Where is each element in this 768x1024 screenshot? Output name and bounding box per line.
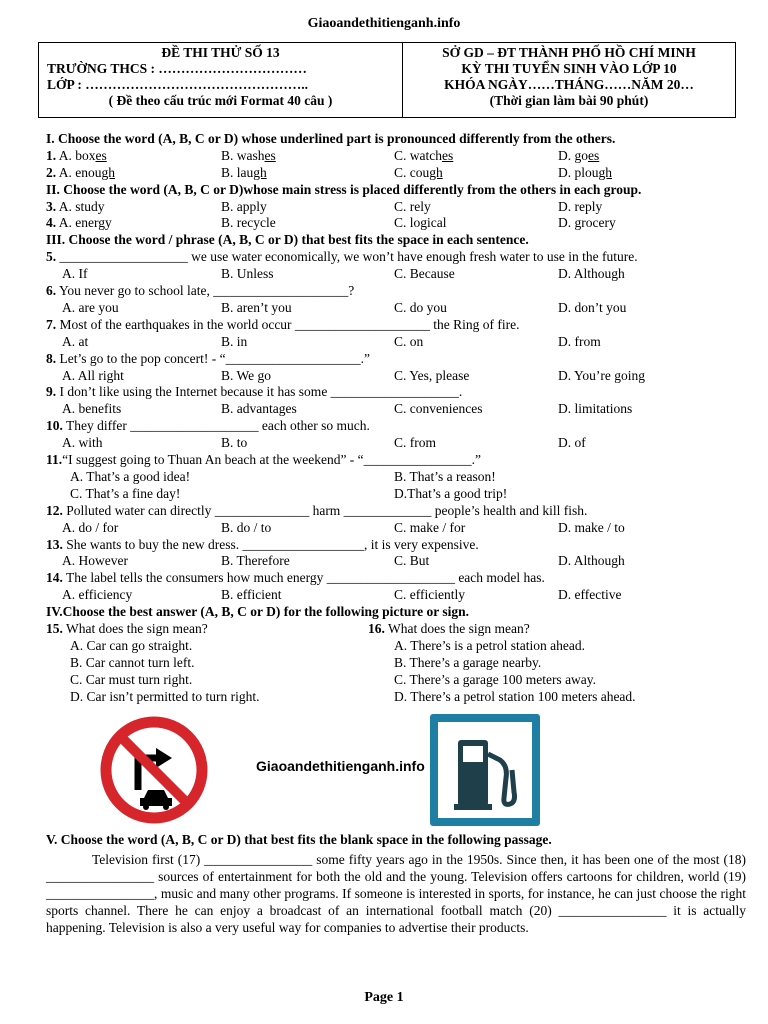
exam-content <box>46 131 746 937</box>
site-title: Giaoandethitienganh.info <box>307 16 461 31</box>
option-b: B. That’s a reason! <box>394 468 496 484</box>
question-4 <box>46 215 746 232</box>
question-13-options <box>46 553 746 570</box>
question-12-options <box>46 520 746 537</box>
option-b: B. There’s a garage nearby. <box>394 654 542 670</box>
question-text: “I suggest going to Thuan An beach at the weekend” - “________________.” <box>62 452 482 468</box>
question-text: The label tells the consumers how much energy ___________________ each model has. <box>66 570 545 586</box>
section-4-heading: IV.Choose the best answer (A, B, C or D) for the following picture or sign. <box>46 604 470 620</box>
option-a: A. If <box>62 266 88 282</box>
option-d: D. plough <box>558 164 612 180</box>
section-2-heading: II. Choose the word (A, B, C or D)whose main stress is placed differently from the others in each group. <box>46 181 642 197</box>
questions-15-16-option-d <box>46 689 746 706</box>
option-d: D. Although <box>558 553 625 569</box>
option-c: C. Because <box>394 266 455 282</box>
question-11-stem <box>46 452 746 469</box>
option-c: C. Yes, please <box>394 367 470 383</box>
question-8-stem <box>46 351 746 368</box>
header-right <box>403 43 735 117</box>
question-text: Most of the earthquakes in the world occur ____________________ the Ring of fire. <box>59 316 520 332</box>
option-a: A. benefits <box>62 401 122 417</box>
question-text: She wants to buy the new dress. __________________, it is very expensive. <box>66 536 479 552</box>
option-b: B. recycle <box>221 215 276 231</box>
question-number: 2. <box>46 164 57 180</box>
question-number: 1. <box>46 147 57 163</box>
question-3 <box>46 199 746 216</box>
option-a: A. do / for <box>62 519 119 535</box>
question-7-options <box>46 334 746 351</box>
option-c: C. conveniences <box>394 401 483 417</box>
reading-passage <box>46 852 746 937</box>
question-number: 8. <box>46 350 57 366</box>
option-a: A. enough <box>58 164 116 180</box>
question-9-stem <box>46 384 746 401</box>
option-d: D. There’s a petrol station 100 meters ahead. <box>394 688 636 704</box>
questions-15-16-option-a <box>46 638 746 655</box>
no-right-turn-sign-icon <box>80 714 230 826</box>
option-d: D. You’re going <box>558 367 646 383</box>
option-a: A. There’s is a petrol station ahead. <box>394 637 585 653</box>
option-c: C. efficiently <box>394 587 465 603</box>
option-c: C. make / for <box>394 519 466 535</box>
option-b: B. We go <box>221 367 272 383</box>
option-c: C. That’s a fine day! <box>70 485 181 501</box>
time-limit-line: (Thời gian làm bài 90 phút) <box>489 93 649 108</box>
question-11-options-1 <box>46 469 746 486</box>
section-3-heading: III. Choose the word / phrase (A, B, C or D) that best fits the space in each sentence. <box>46 232 529 248</box>
option-d: D. goes <box>558 147 600 163</box>
question-number: 11. <box>46 452 63 468</box>
option-b: B. Car cannot turn left. <box>70 654 195 670</box>
option-d: D. limitations <box>558 401 633 417</box>
option-a: A. boxes <box>58 147 107 163</box>
option-d: D. grocery <box>558 215 616 231</box>
question-text: I don’t like using the Internet because it has some ___________________. <box>59 384 463 400</box>
exam-date-line: KHÓA NGÀY……THÁNG……NĂM 20… <box>444 77 694 92</box>
page-number: Page 1 <box>364 990 404 1005</box>
question-10-options <box>46 435 746 452</box>
option-d: D. reply <box>558 198 603 214</box>
question-16-stem <box>368 621 530 638</box>
question-11-options-2 <box>46 486 746 503</box>
question-14-options <box>46 587 746 604</box>
question-number: 12. <box>46 502 63 518</box>
question-7-stem <box>46 317 746 334</box>
signs-area <box>46 714 746 832</box>
exam-number: ĐỀ THI THỬ SỐ 13 <box>161 45 280 60</box>
option-c: C. do you <box>394 299 447 315</box>
questions-15-16-stems <box>46 621 746 638</box>
questions-15-16-option-b <box>46 655 746 672</box>
option-b: B. Therefore <box>221 553 290 569</box>
option-d: D. Although <box>558 266 625 282</box>
format-note: ( Đề theo cấu trúc mới Format 40 câu ) <box>108 93 333 108</box>
option-a: A. are you <box>62 299 119 315</box>
option-d: D. effective <box>558 587 622 603</box>
option-c: C. logical <box>394 215 447 231</box>
header-left <box>39 43 403 117</box>
option-b: B. laugh <box>221 164 267 180</box>
option-b: B. aren’t you <box>221 299 292 315</box>
department-line: SỞ GD – ĐT THÀNH PHỐ HỒ CHÍ MINH <box>442 45 696 60</box>
question-text: Let’s go to the pop concert! - “____________________.” <box>59 350 370 366</box>
question-text: What does the sign mean? <box>388 621 530 637</box>
petrol-station-sign-icon <box>430 714 540 826</box>
question-number: 6. <box>46 283 57 299</box>
option-b: B. efficient <box>221 587 282 603</box>
option-d: D. Car isn’t permitted to turn right. <box>70 688 260 704</box>
option-a: A. Car can go straight. <box>70 637 193 653</box>
option-c: C. rely <box>394 198 431 214</box>
question-14-stem <box>46 570 746 587</box>
option-c: C. cough <box>394 164 443 180</box>
question-number: 15. <box>46 621 63 637</box>
question-13-stem <box>46 537 746 554</box>
question-6-stem <box>46 283 746 300</box>
sign-caption: Giaoandethitienganh.info <box>256 757 425 774</box>
option-b: B. Unless <box>221 266 274 282</box>
question-6-options <box>46 300 746 317</box>
class-line: LỚP : ………………………………………….. <box>47 77 309 92</box>
option-d: D. from <box>558 333 601 349</box>
question-number: 14. <box>46 570 63 586</box>
option-a: A. study <box>58 198 105 214</box>
option-a: A. However <box>62 553 128 569</box>
option-a: A. energy <box>58 215 112 231</box>
question-number: 3. <box>46 198 57 214</box>
option-b: B. to <box>221 435 248 451</box>
question-number: 10. <box>46 418 63 434</box>
option-a: A. All right <box>62 367 124 383</box>
option-d: D.That’s a good trip! <box>394 485 508 501</box>
question-number: 9. <box>46 384 57 400</box>
questions-15-16-option-c <box>46 672 746 689</box>
option-a: A. efficiency <box>62 587 133 603</box>
exam-header <box>38 42 736 118</box>
option-b: B. advantages <box>221 401 297 417</box>
question-number: 7. <box>46 316 57 332</box>
option-b: B. apply <box>221 198 267 214</box>
option-d: D. of <box>558 435 586 451</box>
option-c: C. But <box>394 553 430 569</box>
question-text: ___________________ we use water economically, we won’t have enough fresh water to use in the future. <box>59 249 638 265</box>
question-number: 5. <box>46 249 57 265</box>
question-9-options <box>46 401 746 418</box>
section-5-heading: V. Choose the word (A, B, C or D) that best fits the blank space in the following passage. <box>46 831 552 847</box>
option-a: A. That’s a good idea! <box>70 468 191 484</box>
option-a: A. with <box>62 435 103 451</box>
option-a: A. at <box>62 333 89 349</box>
question-5-options <box>46 266 746 283</box>
question-number: 16. <box>368 621 385 637</box>
question-text: You never go to school late, ____________________? <box>59 283 355 299</box>
option-c: C. Car must turn right. <box>70 671 193 687</box>
question-15-stem <box>46 621 208 638</box>
option-b: B. do / to <box>221 519 272 535</box>
question-text: What does the sign mean? <box>66 621 208 637</box>
question-8-options <box>46 368 746 385</box>
option-c: C. There’s a garage 100 meters away. <box>394 671 597 687</box>
question-1 <box>46 148 746 165</box>
option-d: D. make / to <box>558 519 625 535</box>
option-d: D. don’t you <box>558 299 627 315</box>
option-b: B. washes <box>221 147 276 163</box>
question-number: 4. <box>46 215 57 231</box>
question-text: Polluted water can directly ______________ harm _____________ people’s health and kill fish. <box>66 502 588 518</box>
school-line: TRƯỜNG THCS : …………………………… <box>47 61 307 76</box>
passage-text: Television first (17) ________________ some fifty years ago in the 1950s. Since then, it has been one of the most (18) ________________ sources of entertainment for both the old and the young. Television offers cartoons for children, world (19) ________________, music and many other programs. If someone is interested in sports, for instance, he can just choose the right sports channel. There he can enjoy a broadcast of an international football match (20) ________________ it is actually happening. Television is also a very useful way for companies to advertise their products. <box>46 852 746 936</box>
question-10-stem <box>46 418 746 435</box>
question-12-stem <box>46 503 746 520</box>
question-2 <box>46 165 746 182</box>
exam-title-line: KỲ THI TUYỂN SINH VÀO LỚP 10 <box>461 61 677 76</box>
question-number: 13. <box>46 536 63 552</box>
option-c: C. on <box>394 333 424 349</box>
question-5-stem <box>46 249 746 266</box>
option-c: C. watches <box>394 147 454 163</box>
section-1-heading: I. Choose the word (A, B, C or D) whose underlined part is pronounced differently from the others. <box>46 131 616 146</box>
option-b: B. in <box>221 333 248 349</box>
question-text: They differ ___________________ each other so much. <box>66 418 370 434</box>
option-c: C. from <box>394 435 436 451</box>
